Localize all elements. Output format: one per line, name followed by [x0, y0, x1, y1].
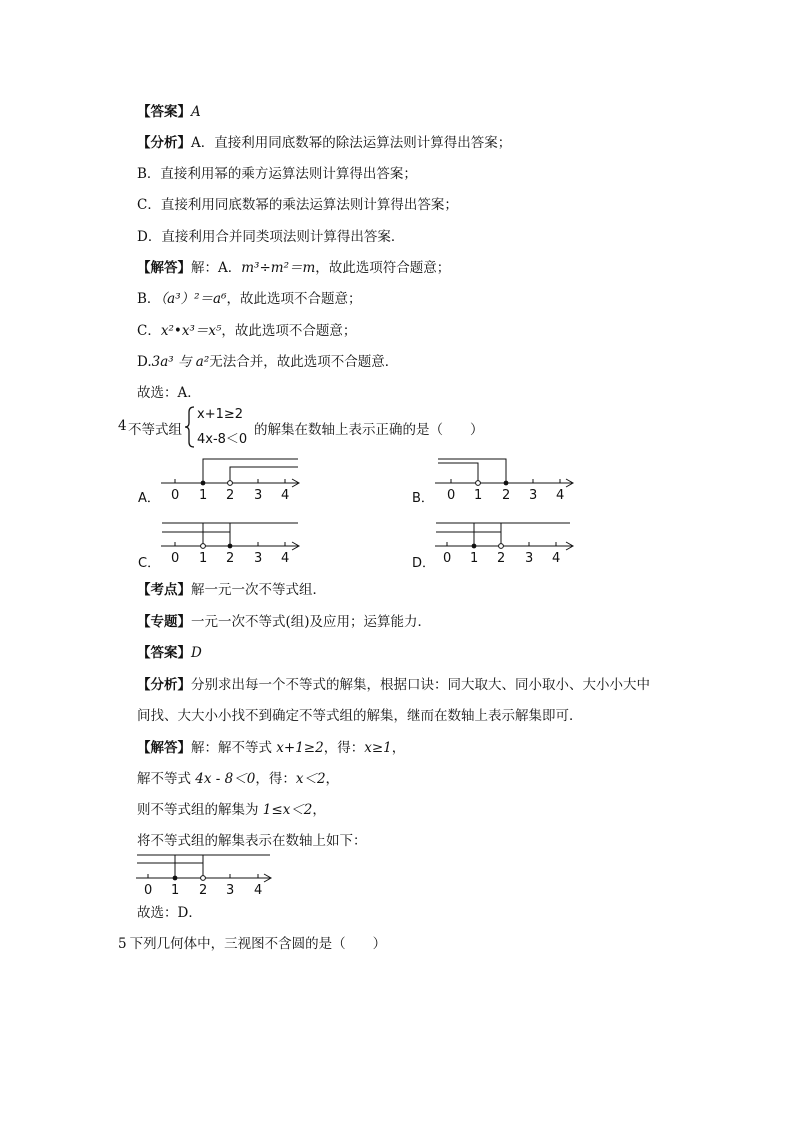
sol2-res: x＜2	[295, 771, 326, 787]
range-x-gt-2	[230, 467, 298, 483]
solution-c-pre: C．	[137, 323, 161, 339]
tick-label: 4	[556, 488, 565, 503]
hollow-dot-1	[476, 481, 481, 486]
analysis-b: B．直接利用幂的乘方运算法则计算得出答案；	[137, 166, 417, 182]
q4-topic-line	[137, 613, 431, 631]
analysis-tag: 【分析】	[137, 677, 191, 693]
sol1-expr: x+1≥2	[276, 740, 324, 756]
solution-tag: 【解答】	[137, 260, 191, 276]
option-a-label: A．	[138, 491, 160, 506]
tick-label: 3	[254, 551, 263, 566]
solution-b-post: ，故此选项不合题意；	[226, 291, 362, 307]
range-x-lt-1	[438, 463, 478, 483]
solution-a-pre: 解：A．	[191, 260, 242, 276]
sol1-pre: 解：解不等式	[191, 740, 277, 756]
q4-answer-line	[137, 644, 202, 662]
analysis-line1: 分别求出每一个不等式的解集，根据口诀：同大取大、同小取小、大小小大中	[191, 677, 650, 693]
analysis-a: A．直接利用同底数幂的除法运算法则计算得出答案；	[191, 135, 512, 151]
tick-label: 1	[199, 488, 208, 503]
solid-dot-2	[228, 544, 233, 549]
prev-solution-a	[137, 259, 450, 277]
q4-analysis-line2: 间找、大大小小找不到确定不等式组的解集，继而在数轴上表示解集即可．	[137, 708, 583, 724]
tick-label: 4	[281, 551, 290, 566]
prev-answer-line	[137, 103, 201, 121]
sol2-post: ，	[325, 771, 340, 787]
solid-dot-1	[472, 544, 477, 549]
prev-choose: 故选：A．	[137, 385, 201, 401]
tick-label: 1	[199, 551, 208, 566]
solution-tag: 【解答】	[137, 740, 191, 756]
q4-solution-1	[137, 739, 405, 757]
tick-label: 1	[474, 488, 483, 503]
tick-label: 1	[171, 883, 180, 898]
solution-c-post: ，故此选项不合题意；	[221, 323, 357, 339]
q4-point-line	[137, 581, 326, 599]
q5-stem: 下列几何体中，三视图不含圆的是（ ）	[129, 936, 387, 952]
solution-d-post: 无法合并，故此选项不合题意．	[209, 354, 399, 370]
sol1-res: x≥1	[364, 740, 392, 756]
option-c-label: C．	[138, 556, 161, 571]
tick-label: 0	[171, 551, 180, 566]
tick-label: 0	[144, 883, 153, 898]
hollow-dot-2	[499, 544, 504, 549]
answer-tag: 【答案】	[137, 104, 191, 120]
tick-label: 0	[443, 551, 452, 566]
option-c-number-line	[158, 518, 308, 568]
option-b-number-line	[432, 455, 582, 505]
solution-b-expr: （a³）²＝a⁶	[160, 291, 227, 307]
solution-a-post: ，故此选项符合题意；	[315, 260, 451, 276]
tick-label: 0	[171, 488, 180, 503]
sol2-pre: 解不等式	[137, 771, 196, 787]
prev-solution-b	[137, 290, 362, 308]
q4-analysis-line1	[137, 676, 650, 694]
solution-d-pre: D.	[137, 354, 152, 370]
q4-stem-pre: 不等式组	[128, 422, 182, 438]
sol1-mid: ，得：	[323, 740, 365, 756]
solution-c-expr: x²•x³＝x⁵	[160, 323, 222, 339]
option-d-number-line	[432, 518, 582, 568]
solution-number-line	[133, 850, 283, 900]
point-text: 解一元一次不等式组．	[191, 582, 326, 598]
sol3-pre: 则不等式组的解集为	[137, 802, 263, 818]
tick-label: 4	[552, 551, 561, 566]
tick-label: 2	[226, 488, 235, 503]
tick-label: 3	[226, 883, 235, 898]
topic-tag: 【专题】	[137, 614, 191, 630]
tick-label: 4	[254, 883, 263, 898]
solid-dot-2	[504, 481, 509, 486]
q5-stem-line	[118, 935, 386, 953]
tick-label: 2	[226, 551, 235, 566]
sol3-res: 1≤x＜2	[262, 802, 313, 818]
solution-d-expr: 3a³ 与 a²	[151, 354, 210, 370]
sol1-post: ，	[391, 740, 406, 756]
tick-label: 3	[525, 551, 534, 566]
analysis-tag: 【分析】	[137, 135, 191, 151]
option-d-label: D．	[412, 556, 436, 571]
q4-number: 4	[118, 418, 127, 434]
left-brace-icon	[184, 406, 196, 448]
sol3-post: ，	[312, 802, 326, 818]
analysis-c: C．直接利用同底数幂的乘法运算法则计算得出答案；	[137, 197, 458, 213]
range-x-ge-1	[203, 459, 298, 483]
prev-analysis-line	[137, 134, 511, 152]
q4-choose: 故选：D．	[137, 905, 202, 921]
option-b-label: B．	[412, 491, 434, 506]
prev-solution-c	[137, 322, 356, 340]
point-tag: 【考点】	[137, 582, 191, 598]
tick-label: 2	[497, 551, 506, 566]
range-1-2	[203, 523, 230, 546]
q4-stem-post: 的解集在数轴上表示正确的是（ ）	[254, 422, 484, 438]
tick-label: 0	[447, 488, 456, 503]
q4-ineq2: 4x-8＜0	[197, 432, 248, 447]
q5-number: 5	[118, 936, 127, 952]
q4-solution-4: 将不等式组的解集表示在数轴上如下：	[137, 833, 367, 849]
prev-solution-d	[137, 353, 398, 371]
sol2-expr: 4x - 8＜0	[195, 771, 256, 787]
tick-label: 2	[199, 883, 208, 898]
option-a-number-line	[158, 455, 308, 505]
hollow-dot-2	[201, 876, 206, 881]
q4-solution-3	[137, 801, 326, 819]
q4-ineq1: x+1≥2	[197, 407, 244, 422]
tick-label: 1	[470, 551, 479, 566]
hollow-dot-2	[228, 481, 233, 486]
sol2-mid: ，得：	[255, 771, 296, 787]
tick-label: 3	[254, 488, 263, 503]
hollow-dot-1	[201, 544, 206, 549]
topic-text: 一元一次不等式(组)及应用；运算能力．	[191, 614, 432, 630]
solid-dot-1	[201, 481, 206, 486]
analysis-d: D．直接利用合并同类项法则计算得出答案．	[137, 229, 405, 245]
range-1-2	[474, 523, 501, 546]
solid-dot-1	[173, 876, 178, 881]
q4-solution-2	[137, 770, 339, 788]
q4-stem	[118, 406, 518, 448]
tick-label: 2	[502, 488, 511, 503]
range-1-2	[175, 855, 203, 878]
solution-a-expr: m³÷m²＝m	[241, 260, 316, 276]
tick-label: 3	[529, 488, 538, 503]
tick-label: 4	[281, 488, 290, 503]
solution-b-pre: B．	[137, 291, 161, 307]
answer-value: D	[191, 645, 202, 661]
answer-value: A	[191, 104, 201, 120]
answer-tag: 【答案】	[137, 645, 191, 661]
